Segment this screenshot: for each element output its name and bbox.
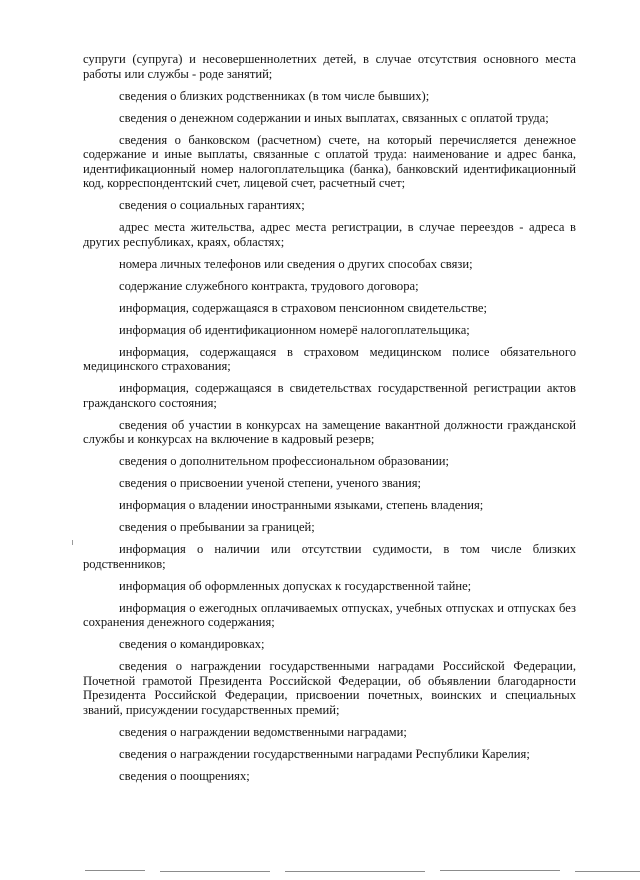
edge-line — [440, 870, 560, 871]
edge-line — [575, 871, 640, 872]
paragraph-medical-policy: информация, содержащаяся в страховом медицинском полисе обязательного медицинского страхования; — [83, 344, 576, 373]
paragraph-incentives: сведения о поощрениях; — [119, 768, 250, 783]
paragraph-civil-status: информация, содержащаяся в свидетельствах государственной регистрации актов гражданского состояния; — [83, 381, 576, 410]
paragraph-business-trips: сведения о командировках; — [119, 637, 265, 651]
scan-bottom-edge — [85, 866, 640, 876]
paragraph-abroad: сведения о пребывании за границей; — [119, 520, 315, 534]
paragraph-address: адрес места жительства, адрес места регистрации, в случае переездов - адреса в других республиках, краях, областях; — [83, 220, 576, 249]
paragraph-departmental-awards: сведения о награждении ведомственными наградами; — [119, 724, 407, 739]
paragraph-state-awards: сведения о награждении государственными наградами Российской Федерации, Почетной грамотой Президента Российской Федерации, об объявлении благодарности Президента Российской Федерации, присвоении почетных, воинских и специальных званий, присуждении государственных премий; — [83, 659, 576, 717]
paragraph-academic-degree: сведения о присвоении ученой степени, ученого звания; — [119, 476, 421, 490]
paragraph-spouse-children: супруги (супруга) и несовершеннолетних детей, в случае отсутствия основного места работы или службы - роде занятий; — [83, 52, 576, 81]
edge-line — [160, 871, 270, 872]
paragraph-karelia-awards: сведения о награждении государственными наградами Республики Карелия; — [119, 746, 530, 761]
paragraph-additional-education: сведения о дополнительном профессиональном образовании; — [119, 454, 449, 468]
paragraph-phones: номера личных телефонов или сведения о других способах связи; — [119, 256, 473, 271]
paragraph-state-secret: информация об оформленных допусках к государственной тайне; — [119, 578, 472, 593]
document-body — [83, 52, 576, 791]
paragraph-competitions: сведения об участии в конкурсах на замещение вакантной должности гражданской службы и конкурсах на включение в кадровый резерв; — [83, 417, 576, 446]
paragraph-salary: сведения о денежном содержании и иных выплатах, связанных с оплатой труда; — [119, 110, 549, 125]
paragraph-pension-certificate: информация, содержащаяся в страховом пенсионном свидетельстве; — [119, 300, 487, 315]
paragraph-vacations: информация о ежегодных оплачиваемых отпусках, учебных отпусках и отпусках без сохранения денежного содержания; — [83, 600, 576, 629]
paragraph-bank-account: сведения о банковском (расчетном) счете, на который перечисляется денежное содержание и иные выплаты, связанные с оплатой труда: наименование и адрес банка, идентификационный номер налогоплательщика (банка), банковский идентификационный код, корреспондентский счет, лицевой счет, расчетный счет; — [83, 132, 576, 190]
paragraph-languages: информация о владении иностранными языками, степень владения; — [119, 498, 484, 512]
edge-line — [285, 871, 425, 872]
paragraph-social-guarantees: сведения о социальных гарантиях; — [119, 198, 305, 212]
edge-line — [85, 870, 145, 871]
paragraph-relatives: сведения о близких родственниках (в том числе бывших); — [119, 88, 430, 103]
paragraph-contract: содержание служебного контракта, трудового договора; — [119, 278, 419, 293]
scan-speck — [72, 540, 73, 545]
paragraph-criminal-record: информация о наличии или отсутствии судимости, в том числе близких родственников; — [83, 542, 576, 571]
paragraph-tax-id: информация об идентификационном номерё налогоплательщика; — [119, 322, 470, 337]
